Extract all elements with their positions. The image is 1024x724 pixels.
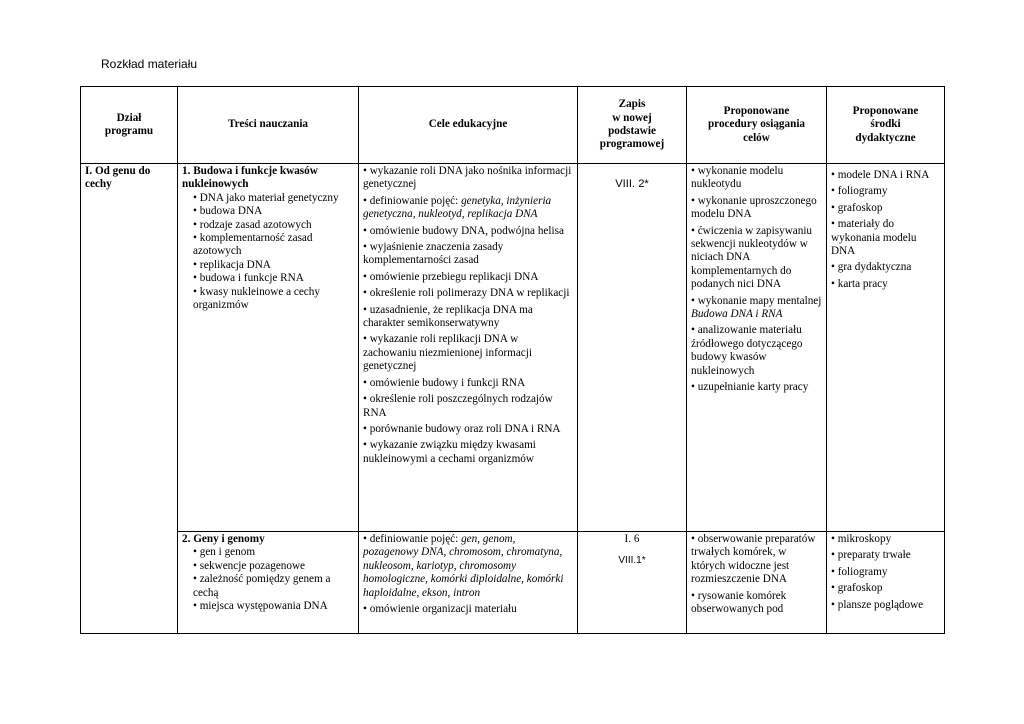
goals-list <box>363 165 573 466</box>
aids-list <box>831 533 940 612</box>
list-item: • kwasy nukleinowe a cechy organizmów <box>182 286 354 313</box>
list-item: • grafoskop <box>831 582 940 595</box>
list-item: • gen i genom <box>182 546 354 559</box>
section-cell: I. Od genu do cechy <box>81 164 178 634</box>
list-item: • wykazanie roli DNA jako nośnika informacji genetycznej <box>363 165 573 192</box>
list-item: • plansze poglądowe <box>831 599 940 612</box>
list-item: • zależność pomiędzy genem a cechą <box>182 573 354 600</box>
procedures-list <box>691 165 822 395</box>
list-item: • sekwencje pozagenowe <box>182 560 354 573</box>
column-header-line: podstawie <box>608 125 656 137</box>
list-item: • grafoskop <box>831 202 940 215</box>
curriculum-table <box>80 86 945 634</box>
contents-cell <box>178 532 359 634</box>
column-header <box>827 87 945 164</box>
column-header-line: programowej <box>599 138 665 151</box>
column-header-line: procedury osiągania <box>707 118 806 131</box>
record-code: I. 6 <box>624 533 640 545</box>
list-item: • modele DNA i RNA <box>831 169 940 182</box>
column-header <box>687 87 827 164</box>
list-item: • wykonanie mapy mentalnej Budowa DNA i RNA <box>691 295 822 322</box>
list-item: • wykonanie uproszczonego modelu DNA <box>691 195 822 222</box>
topic-title: 1. Budowa i funkcje kwasów nukleinowych <box>182 165 318 191</box>
column-header-line: Dział <box>116 111 142 124</box>
list-item: • replikacja DNA <box>182 259 354 272</box>
procedures-list <box>691 533 822 616</box>
goals-cell <box>359 164 578 532</box>
column-header <box>178 87 359 164</box>
list-item: • określenie roli poszczególnych rodzajów RNA <box>363 393 573 420</box>
aids-cell <box>827 164 945 532</box>
list-item: • foliogramy <box>831 566 940 579</box>
column-header-line: Proponowane <box>723 104 790 117</box>
list-item: • budowa DNA <box>182 205 354 218</box>
list-item: • uzupełnianie karty pracy <box>691 381 822 394</box>
column-header <box>359 87 578 164</box>
list-item: • analizowanie materiału źródłowego dotyczącego budowy kwasów nukleinowych <box>691 324 822 378</box>
list-item: • uzasadnienie, że replikacja DNA ma charakter semikonserwatywny <box>363 304 573 331</box>
list-item: • materiały do wykonania modelu DNA <box>831 218 940 258</box>
list-item: • mikroskopy <box>831 533 940 546</box>
record-cell: VIII. 2* <box>578 164 687 532</box>
column-header-line: Cele edukacyjne <box>428 118 508 131</box>
procedures-cell <box>687 532 827 634</box>
column-header-line: celów <box>743 131 770 144</box>
list-item: • wykazanie roli replikacji DNA w zachowaniu niezmienionej informacji genetycznej <box>363 333 573 373</box>
column-header <box>578 87 687 164</box>
list-item: • foliogramy <box>831 185 940 198</box>
list-item: • porównanie budowy oraz roli DNA i RNA <box>363 423 573 436</box>
list-item: • obserwowanie preparatów trwałych komórek, w których widoczne jest rozmieszczenie DNA <box>691 533 822 587</box>
list-item: • omówienie organizacji materiału <box>363 603 573 616</box>
goals-cell <box>359 532 578 634</box>
list-item: • komplementarność zasad azotowych <box>182 232 354 259</box>
list-item: • omówienie przebiegu replikacji DNA <box>363 271 573 284</box>
column-header-line: w nowej <box>612 111 652 124</box>
list-item: • rysowanie komórek obserwowanych pod <box>691 590 822 617</box>
list-item: • omówienie budowy DNA, podwójna helisa <box>363 225 573 238</box>
contents-list <box>182 546 354 613</box>
column-header-line: Treści nauczania <box>227 118 309 131</box>
record-cell <box>578 532 687 634</box>
list-item: • określenie roli polimerazy DNA w replikacji <box>363 287 573 300</box>
goals-list <box>363 533 573 616</box>
list-item: • rodzaje zasad azotowych <box>182 219 354 232</box>
list-item: • omówienie budowy i funkcji RNA <box>363 377 573 390</box>
list-item: • miejsca występowania DNA <box>182 600 354 613</box>
procedures-cell <box>687 164 827 532</box>
list-item: • wykazanie związku między kwasami nukleinowymi a cechami organizmów <box>363 439 573 466</box>
table-row <box>81 164 945 532</box>
list-item: • DNA jako materiał genetyczny <box>182 192 354 205</box>
list-item: • wyjaśnienie znaczenia zasady komplementarności zasad <box>363 241 573 268</box>
list-item: • definiowanie pojęć: gen, genom, pozagenowy DNA, chromosom, chromatyna, nukleosom, kariotyp, chromosomy homologiczne, komórki diploidalne, komórki haploidalne, ekson, intron <box>363 533 573 600</box>
column-header-line: środki <box>870 118 901 131</box>
list-item: • wykonanie modelu nukleotydu <box>691 165 822 192</box>
aids-list <box>831 169 940 291</box>
column-header-line: programu <box>104 125 154 137</box>
list-item: • ćwiczenia w zapisywaniu sekwencji nukleotydów w niciach DNA komplementarnych do podanych nici DNA <box>691 225 822 292</box>
list-item: • gra dydaktyczna <box>831 261 940 274</box>
document-title: Rozkład materiału <box>101 57 198 71</box>
contents-list <box>182 192 354 313</box>
column-header-line: Proponowane <box>852 104 919 117</box>
aids-cell <box>827 532 945 634</box>
column-header <box>81 87 178 164</box>
topic-title: 2. Geny i genomy <box>182 533 265 545</box>
column-header-line: dydaktyczne <box>855 131 916 144</box>
record-code: VIII.1* <box>618 555 646 567</box>
table-row <box>81 532 945 634</box>
column-header-line: Zapis <box>618 98 646 111</box>
list-item: • budowa i funkcje RNA <box>182 272 354 285</box>
header-row <box>81 87 945 164</box>
contents-cell <box>178 164 359 532</box>
list-item: • definiowanie pojęć: genetyka, inżynieria genetyczna, nukleotyd, replikacja DNA <box>363 195 573 222</box>
list-item: • karta pracy <box>831 278 940 291</box>
list-item: • preparaty trwałe <box>831 549 940 562</box>
